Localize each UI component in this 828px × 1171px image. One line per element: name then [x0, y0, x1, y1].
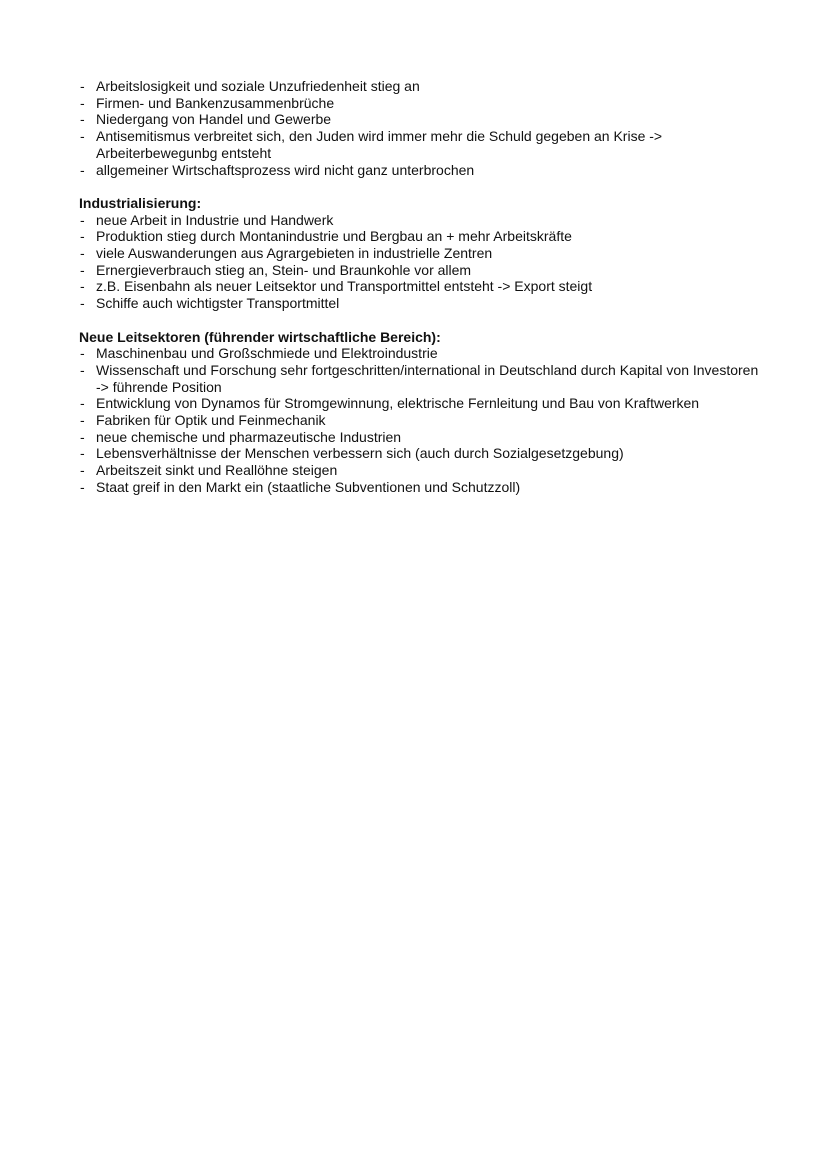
list-item — [79, 212, 759, 229]
list-item — [79, 278, 759, 295]
dash-bullet: - — [80, 395, 85, 412]
list-item — [79, 228, 759, 245]
dash-bullet: - — [80, 462, 85, 479]
dash-bullet: - — [80, 78, 85, 94]
list-item — [79, 412, 759, 429]
list-item-text: Staat greif in den Markt ein (staatliche Subventionen und Schutzzoll) — [96, 478, 521, 495]
list-item — [79, 395, 759, 412]
dash-bullet: - — [80, 295, 85, 312]
list-item — [79, 479, 759, 496]
dash-bullet: - — [80, 361, 85, 378]
dash-bullet: - — [80, 345, 85, 362]
section-heading: Industrialisierung: — [79, 194, 202, 211]
list-item-text: Niedergang von Handel und Gewerbe — [96, 111, 332, 128]
dash-bullet: - — [80, 478, 85, 495]
dash-bullet: - — [80, 161, 85, 178]
dash-bullet: - — [80, 211, 85, 228]
dash-bullet: - — [80, 261, 85, 278]
list-item-text: Firmen- und Bankenzusammenbrüche — [96, 94, 335, 111]
dash-bullet: - — [80, 128, 85, 145]
section-industrialisierung — [79, 195, 759, 312]
list-item-text: allgemeiner Wirtschaftsprozess wird nicht ganz unterbrochen — [96, 161, 475, 178]
bullet-list — [79, 78, 759, 178]
list-item-text: Fabriken für Optik und Feinmechanik — [96, 412, 326, 429]
dash-bullet: - — [80, 445, 85, 462]
dash-bullet: - — [80, 412, 85, 429]
list-item-text: Produktion stieg durch Montanindustrie und Bergbau an + mehr Arbeitskräfte — [96, 228, 572, 245]
section-heading: Neue Leitsektoren (führender wirtschaftliche Bereich): — [79, 328, 441, 345]
list-item — [79, 111, 759, 128]
dash-bullet: - — [80, 111, 85, 128]
list-item-text: Entwicklung von Dynamos für Stromgewinnung, elektrische Fernleitung und Bau von Kraftwerken — [96, 395, 700, 412]
list-item — [79, 245, 759, 262]
list-item-text: Ernergieverbrauch stieg an, Stein- und Braunkohle vor allem — [96, 261, 472, 278]
list-item — [79, 429, 759, 446]
document-content — [79, 78, 759, 496]
list-item-text: Wissenschaft und Forschung sehr fortgeschritten/international in Deutschland durch Kapital von Investoren -> führende Position — [96, 361, 759, 395]
list-item — [79, 345, 759, 362]
dash-bullet: - — [80, 428, 85, 445]
list-item-text: z.B. Eisenbahn als neuer Leitsektor und Transportmittel entsteht -> Export steigt — [96, 278, 593, 295]
bullet-list — [79, 212, 759, 312]
list-item — [79, 262, 759, 279]
list-item — [79, 462, 759, 479]
list-item — [79, 162, 759, 179]
dash-bullet: - — [80, 245, 85, 262]
dash-bullet: - — [80, 228, 85, 245]
bullet-list — [79, 345, 759, 495]
list-item — [79, 78, 759, 95]
list-item-text: Schiffe auch wichtigster Transportmittel — [96, 295, 340, 312]
list-item-text: Maschinenbau und Großschmiede und Elektroindustrie — [96, 345, 438, 362]
list-item-text: neue chemische und pharmazeutische Industrien — [96, 428, 402, 445]
list-item — [79, 95, 759, 112]
list-item — [79, 362, 759, 395]
list-item-text: Antisemitismus verbreitet sich, den Juden wird immer mehr die Schuld gegeben an Krise -> Arbeiterbewegunbg entsteht — [96, 128, 663, 161]
list-item — [79, 128, 759, 161]
list-item — [79, 295, 759, 312]
list-item — [79, 445, 759, 462]
dash-bullet: - — [80, 278, 85, 295]
list-item-text: neue Arbeit in Industrie und Handwerk — [96, 211, 334, 228]
list-item-text: Arbeitszeit sinkt und Reallöhne steigen — [96, 462, 338, 479]
section-neue-leitsektoren — [79, 329, 759, 496]
list-item-text: Arbeitslosigkeit und soziale Unzufriedenheit stieg an — [96, 78, 420, 94]
list-item-text: Lebensverhältnisse der Menschen verbessern sich (auch durch Sozialgesetzgebung) — [96, 445, 624, 462]
dash-bullet: - — [80, 94, 85, 111]
section-wirtschaftskrise — [79, 78, 759, 178]
list-item-text: viele Auswanderungen aus Agrargebieten in industrielle Zentren — [96, 245, 493, 262]
